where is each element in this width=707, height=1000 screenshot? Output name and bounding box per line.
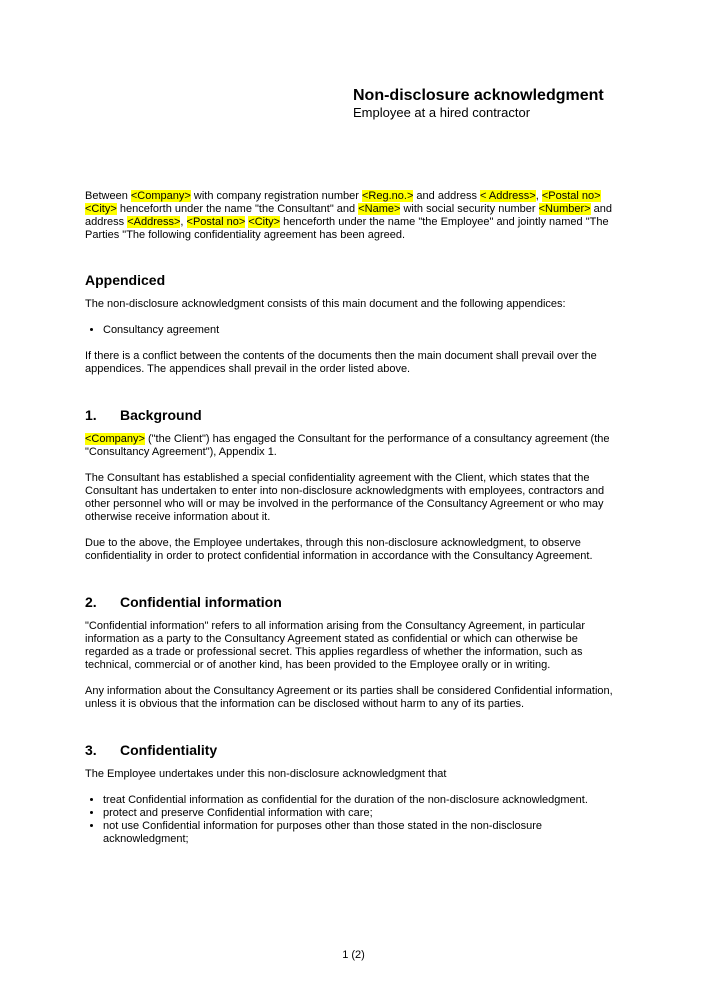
section-title: Background xyxy=(120,407,202,423)
list-item: • treat Confidential information as confidential for the duration of the non-disclosure acknowledgment. xyxy=(103,794,622,807)
section-number: 2. xyxy=(85,594,97,610)
section-number: 1. xyxy=(85,407,97,423)
placeholder-company: <Company> xyxy=(85,433,145,445)
placeholder-number: <Number> xyxy=(538,203,591,215)
confidential-information-paragraph-2: Any information about the Consultancy Agreement or its parties shall be considered Confidential information, unless it is obvious that the information can be disclosed without harm to any of its parties. xyxy=(85,685,613,710)
placeholder-postal-no: <Postal no> xyxy=(541,190,601,202)
intro-text: henceforth under the name "the Consultant" and xyxy=(116,203,359,215)
confidentiality-list xyxy=(85,794,622,846)
intro-text: henceforth under the name "the Employee" and jointly named "The Parties "The following confidentiality agreement has been agreed. xyxy=(85,216,609,241)
list-item: • protect and preserve Confidential information with care; xyxy=(103,807,622,820)
placeholder-address: <Address> xyxy=(127,216,181,228)
confidentiality-paragraph-1: The Employee undertakes under this non-disclosure acknowledgment that xyxy=(85,768,447,780)
document-subtitle: Employee at a hired contractor xyxy=(353,105,531,120)
intro-text: and address xyxy=(85,203,612,228)
intro-paragraph xyxy=(85,190,622,242)
heading-confidential-information xyxy=(85,594,622,611)
title-block xyxy=(353,86,622,121)
placeholder-city: <City> xyxy=(85,203,117,215)
intro-text: with social security number xyxy=(400,203,539,215)
placeholder-name: <Name> xyxy=(358,203,401,215)
placeholder-city: <City> xyxy=(248,216,281,228)
section-title: Confidentiality xyxy=(120,742,218,758)
intro-text: , xyxy=(180,216,187,228)
placeholder-postal-no: <Postal no> xyxy=(186,216,246,228)
confidential-information-paragraph-1: "Confidential information" refers to all information arising from the Consultancy Agreement, in particular information as a party to the Consultancy Agreement stated as confidential or which can otherwise be regarded as a trade or professional secret. This applies regardless of whether the information, such as technical, commercial or of another kind, has been provided to the Employee orally or in writing. xyxy=(85,620,585,671)
background-text: ("the Client") has engaged the Consultant for the performance of a consultancy agreement (the "Consultancy Agreement"), Appendix 1. xyxy=(85,433,610,458)
intro-text: Between xyxy=(85,190,131,202)
background-paragraph-2: The Consultant has established a special confidentiality agreement with the Client, which states that the Consultant has undertaken to enter into non-disclosure acknowledgments with employees, contractors and other personnel who will or may be involved in the performance of the Consultancy Agreement or who may otherwise receive information about it. xyxy=(85,472,605,523)
list-item: • Consultancy agreement xyxy=(103,324,622,337)
placeholder-company: <Company> xyxy=(130,190,191,202)
intro-text: and address xyxy=(413,190,481,202)
placeholder-address: < Address> xyxy=(480,190,536,202)
appendiced-conflict-paragraph: If there is a conflict between the contents of the documents then the main document shall prevail over the appendices. The appendices shall prevail in the order listed above. xyxy=(85,350,597,375)
section-title: Confidential information xyxy=(120,594,282,610)
section-number: 3. xyxy=(85,742,97,758)
intro-text: with company registration number xyxy=(190,190,362,202)
background-paragraph-1 xyxy=(85,433,622,459)
list-item: • not use Confidential information for purposes other than those stated in the non-disclosure acknowledgment; xyxy=(103,820,622,846)
heading-background xyxy=(85,407,622,424)
heading-confidentiality xyxy=(85,742,622,759)
appendices-list xyxy=(85,324,622,337)
appendiced-paragraph: The non-disclosure acknowledgment consists of this main document and the following appendices: xyxy=(85,298,566,310)
page-number: 1 (2) xyxy=(342,949,365,961)
document-title: Non-disclosure acknowledgment xyxy=(353,87,604,104)
background-paragraph-3: Due to the above, the Employee undertakes, through this non-disclosure acknowledgment, to observe confidentiality in order to protect confidential information in accordance with the Consultancy Agreement. xyxy=(85,537,593,562)
placeholder-regno: <Reg.no.> xyxy=(362,190,414,202)
intro-text: , xyxy=(535,190,542,202)
heading-appendiced: Appendiced xyxy=(85,272,166,288)
